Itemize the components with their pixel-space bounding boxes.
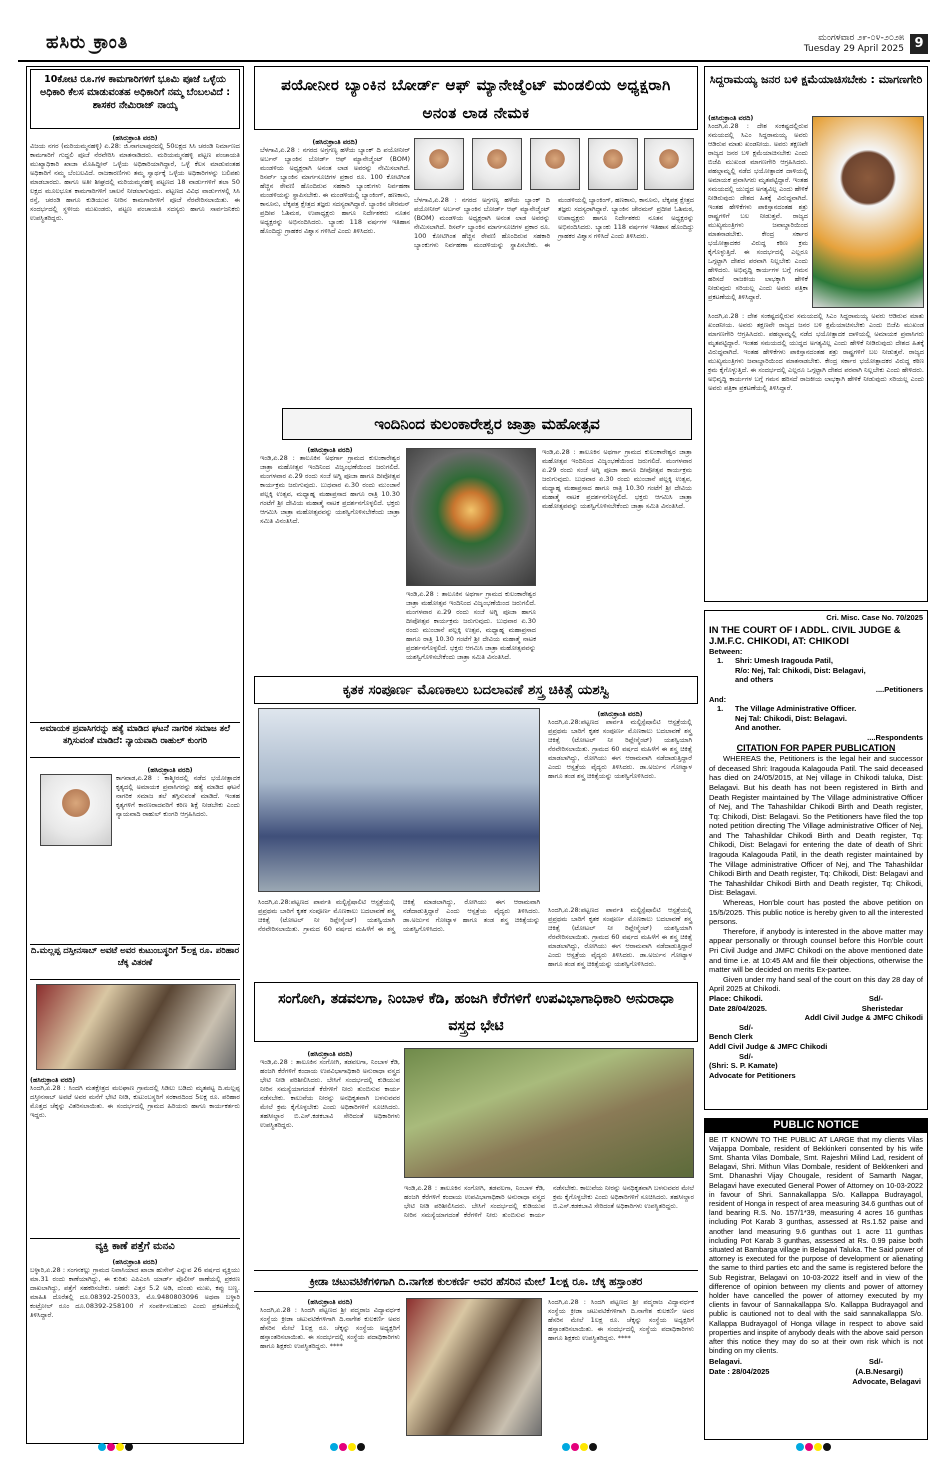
respondent-lines bbox=[735, 704, 856, 733]
lawyer-portrait-photo bbox=[40, 774, 112, 846]
cyan-dot bbox=[330, 1443, 338, 1451]
article-b2-caption: ಇಂಡಿ,ಏ.28 : ತಾಲೂಕಿನ ಅಥರ್ಗಾ ಗ್ರಾಮದ ಕುಲಂಕಾರೇಶ್ವರ ಜಾತ್ರಾ ಮಹೋತ್ಸವ ಇಂದಿನಿಂದ ವಿಜೃಂಭಣೆಯಿಂದ ಜರುಗಲಿದೆ. ಮಂಗಳವಾರ ಏ.29 ರಂದು ಸಂಜೆ ಅಗ್ನಿ ಪೂಜಾ ಹಾಗೂ ದೀಪೋತ್ಸವ ಕಾರ್ಯಕ್ರಮ ಜರುಗುವುದು. ಬುಧವಾರ ಏ.30 ರಂದು ಮುಂಜಾನೆ ಪಲ್ಲಕ್ಕಿ ಉತ್ಸವ, ಮಧ್ಯಾಹ್ನ ಮಹಾಪ್ರಸಾದ ಹಾಗೂ ರಾತ್ರಿ 10.30 ಗಂಟೆಗೆ ಶ್ರೀ ದೇವಿಯ ಮಹಾತ್ಮೆ ನಾಟಕ ಪ್ರದರ್ಶನಗೊಳ್ಳಲಿದೆ. ಭಕ್ತರು ಆಗಮಿಸಿ ಜಾತ್ರಾ ಮಹೋತ್ಸವವನ್ನು ಯಶಸ್ವಿಗೊಳಿಸಬೇಕೆಂದು ಜಾತ್ರಾ ಸಮಿತಿ ವಿನಂತಿಸಿದೆ. bbox=[406, 590, 536, 661]
citation-sd-1: Sd/- bbox=[868, 993, 883, 1003]
issue-date-kannada: ಮಂಗಳವಾರ ೨೯-೦೪-೨೦೨೫ bbox=[818, 33, 904, 43]
article-b1-body-col2: ಬೆಳಗಾವಿ,ಏ.28 : ನಗರದ ಅಗ್ರಗಣ್ಯ ಹಳೆಯ ಬ್ಯಾಂಕ್ ದಿ ಪಯೋನೀರ್ ಅರ್ಬನ್ ಬ್ಯಾಂಕಿನ ಬೋರ್ಡ್ ಆಫ್ ಮ್ಯಾನೇಜ್ಮೆಂಟ್ (BOM) ಮಂಡಳಿಯ ಅಧ್ಯಕ್ಷರಾಗಿ ಅನಂತ ಲಾಡ ಅವರನ್ನು ನೇಮಿಸಲಾಗಿದೆ. ರಿಸರ್ವ್ ಬ್ಯಾಂಕಿನ ಮಾರ್ಗಸೂಚಿಗಳ ಪ್ರಕಾರ ರೂ. 100 ಕೋಟಿಗಿಂತ ಹೆಚ್ಚಿನ ಠೇವಣಿ ಹೊಂದಿರುವ ಸಹಕಾರಿ ಬ್ಯಾಂಕುಗಳು ನಿರ್ವಹಣಾ ಮಂಡಳಿಯನ್ನು ಸ್ಥಾಪಿಸಬೇಕು. ಈ ಮಂಡಳಿಯಲ್ಲಿ ಬ್ಯಾಂಕಿಂಗ್, ಹಣಕಾಸು, ಕಾನೂನು, ಲೆಕ್ಕಪತ್ರ ಕ್ಷೇತ್ರದ ತಜ್ಞರು ಸದಸ್ಯರಾಗಿದ್ದಾರೆ. ಬ್ಯಾಂಕಿನ ಚೇರಮನ್ ಪ್ರದೀಪ ಓಶಿಮಠ, ಉಪಾಧ್ಯಕ್ಷರು ಹಾಗೂ ನಿರ್ದೇಶಕರು ನೂತನ ಅಧ್ಯಕ್ಷರನ್ನು ಅಭಿನಂದಿಸಿದರು. ಬ್ಯಾಂಕು 118 ವರ್ಷಗಳ ಇತಿಹಾಸ ಹೊಂದಿದ್ದು ಗ್ರಾಹಕರ ವಿಶ್ವಾಸ ಗಳಿಸಿದೆ ಎಂದು ತಿಳಿಸಿದರು. bbox=[414, 196, 694, 249]
article-4-headline: ವ್ಯಕ್ತಿ ಕಾಣೆ ಪತ್ತೆಗೆ ಮನವಿ bbox=[30, 1238, 240, 1254]
notice-sign-row-2 bbox=[705, 1367, 927, 1377]
page-number: 9 bbox=[910, 34, 928, 54]
addl-judge-2: Addl Civil Judge & JMFC Chikodi bbox=[709, 1041, 828, 1051]
board-member-photo-5 bbox=[644, 138, 694, 190]
article-2-body: ಕಾಗವಾಡ,ಏ.28 : ಕಾಶ್ಮೀರದಲ್ಲಿ ನಡೆದ ಭಯೋತ್ಪಾದಕ ಕೃತ್ಯದಲ್ಲಿ ಅಮಾಯಕ ಪ್ರವಾಸಿಗರನ್ನು ಹತ್ಯೆ ಮಾಡಿದ ಘಟನೆ ನಾಗರಿಕ ಸಮಾಜ ತಲೆ ತಗ್ಗಿಸುವಂತೆ ಮಾಡಿದೆ. ಇಂತಹ ಕೃತ್ಯಗಳಿಗೆ ಕಾರಣರಾದವರಿಗೆ ಕಠಿಣ ಶಿಕ್ಷೆ ನೀಡಬೇಕು ಎಂದು ನ್ಯಾಯವಾದಿ ರಾಹುಲ್ ಕುಂಗರಿ ಆಗ್ರಹಿಸಿದರು. bbox=[116, 774, 240, 818]
citation-place-row bbox=[709, 994, 923, 1004]
respondent-name: The Village Administrative Officer. bbox=[735, 704, 857, 714]
article-2-headline: ಅಮಾಯಕ ಪ್ರವಾಸಿಗರನ್ನು ಹತ್ಯೆ ಮಾಡಿದ ಘಟನೆ ನಾಗರಿಕ ಸಮಾಜ ತಲೆ ತಗ್ಗಿಸುವಂತೆ ಮಾಡಿದೆ: ನ್ಯಾಯವಾದಿ ರಾಹುಲ್ ಕುಂಗರಿ bbox=[30, 722, 240, 758]
cheque-handover-photo bbox=[406, 1298, 542, 1436]
notice-place: Belagavi. bbox=[709, 1357, 742, 1367]
article-b4-byline: (ಹಸಿರುಕ್ರಾಂತಿ ವರದಿ) bbox=[307, 1050, 353, 1058]
registration-dots-1 bbox=[98, 1443, 134, 1454]
yellow-dot bbox=[580, 1443, 588, 1451]
article-c1-body-col2: ಸಿಂದಗಿ,ಏ.28 : ದೇಶ ಸಂಕಷ್ಟದಲ್ಲಿರುವ ಸಮಯದಲ್ಲಿ ಸಿಎಂ ಸಿದ್ದರಾಮಯ್ಯ ಅವರು ಆಡಿರುವ ಮಾತು ಖಂಡನೀಯ. ಅವರು ತಕ್ಷಣವೇ ರಾಜ್ಯದ ಜನರ ಬಳಿ ಕ್ಷಮೆಯಾಚಿಸಬೇಕು ಎಂದು ಬಿಜೆಪಿ ಮುಖಂಡ ಮಾಗಣಗೇರಿ ಆಗ್ರಹಿಸಿದರು. ಪಹಲ್ಗಾಮ್ನಲ್ಲಿ ನಡೆದ ಭಯೋತ್ಪಾದಕ ದಾಳಿಯಲ್ಲಿ ಅಮಾಯಕ ಪ್ರವಾಸಿಗರು ಮೃತಪಟ್ಟಿದ್ದಾರೆ. ಇಂತಹ ಸಮಯದಲ್ಲಿ ಯುದ್ಧದ ಅಗತ್ಯವಿಲ್ಲ ಎಂದು ಹೇಳಿಕೆ ನೀಡಿರುವುದು ದೇಶದ ಹಿತಕ್ಕೆ ವಿರುದ್ಧವಾಗಿದೆ. ಇಂತಹ ಹೇಳಿಕೆಗಳು ಪಾಕಿಸ್ತಾನದಂತಹ ಶತ್ರು ರಾಷ್ಟ್ರಗಳಿಗೆ ಬಲ ನೀಡುತ್ತವೆ. ರಾಜ್ಯದ ಮುಖ್ಯಮಂತ್ರಿಗಳು ಜವಾಬ್ದಾರಿಯಿಂದ ಮಾತನಾಡಬೇಕು. ಕೇಂದ್ರ ಸರ್ಕಾರ ಭಯೋತ್ಪಾದಕರ ವಿರುದ್ಧ ಕಠಿಣ ಕ್ರಮ ಕೈಗೊಳ್ಳುತ್ತಿದೆ. ಈ ಸಂದರ್ಭದಲ್ಲಿ ಎಲ್ಲರೂ ಒಗ್ಗಟ್ಟಾಗಿ ದೇಶದ ಪರವಾಗಿ ನಿಲ್ಲಬೇಕು ಎಂದು ಹೇಳಿದರು. ಅಭಿವೃದ್ಧಿ ಕಾರ್ಯಗಳ ಬಗ್ಗೆ ಗಮನ ಹರಿಸದೆ ರಾಜಕೀಯ ಲಾಭಕ್ಕಾಗಿ ಹೇಳಿಕೆ ನೀಡುವುದು ಸರಿಯಲ್ಲ ಎಂದು ಅವರು ಪತ್ರಿಕಾ ಪ್ರಕಟಣೆಯಲ್ಲಿ ತಿಳಿಸಿದ್ದಾರೆ. bbox=[708, 312, 924, 392]
public-notice-heading: PUBLIC NOTICE bbox=[705, 1119, 927, 1133]
article-b3-body-col1: ಸಿಂದಗಿ,ಏ.28:ಪಟ್ಟಣದ ಪಾರ್ವತಿ ಮಲ್ಟಿಸ್ಪೆಷಾಲಿಟಿ ಆಸ್ಪತ್ರೆಯಲ್ಲಿ ಪ್ರಪ್ರಥಮ ಬಾರಿಗೆ ಕೃತಕ ಸಂಪೂರ್ಣ ಮೊಣಕಾಲು ಬದಲಾವಣೆ ಶಸ್ತ್ರ ಚಿಕಿತ್ಸೆ (ಟೋಟಲ್ ನೀ ರಿಪ್ಲೇಸ್ಮೆಂಟ್) ಯಶಸ್ವಿಯಾಗಿ ನೆರವೇರಿಸಲಾಯಿತು. ಗ್ರಾಮದ 60 ವರ್ಷದ ಮಹಿಳೆಗೆ ಈ ಶಸ್ತ್ರ ಚಿಕಿತ್ಸೆ ಮಾಡಲಾಗಿದ್ದು, ರೋಗಿಯು ಈಗ ಆರಾಮವಾಗಿ ನಡೆದಾಡುತ್ತಿದ್ದಾರೆ ಎಂದು ಆಸ್ಪತ್ರೆಯ ವೈದ್ಯರು ತಿಳಿಸಿದರು. ಡಾ.ಅರ್ಜುನ ಗೋಟ್ಯಾಳ ಹಾಗೂ ತಂಡ ಶಸ್ತ್ರ ಚಿಕಿತ್ಸೆಯನ್ನು ಯಶಸ್ವಿಗೊಳಿಸಿದರು. bbox=[258, 898, 540, 933]
article-b4-body-col2: ಇಂಡಿ,ಏ.28 : ತಾಲೂಕಿನ ಸಂಗೋಗಿ, ತಡವಲಗಾ, ನಿಂಬಾಳ ಕೆಡಿ, ಹಂಜಗಿ ಕೆರೆಗಳಿಗೆ ಕಂದಾಯ ಉಪವಿಭಾಗಾಧಿಕಾರಿ ಅನುರಾಧಾ ವಸ್ತ್ರದ ಭೇಟಿ ನೀಡಿ ಪರಿಶೀಲಿಸಿದರು. ಬೇಸಿಗೆ ಸಂದರ್ಭದಲ್ಲಿ ಕುಡಿಯುವ ನೀರಿನ ಸಮಸ್ಯೆಯಾಗದಂತೆ ಕೆರೆಗಳಿಗೆ ನೀರು ತುಂಬಿಸುವ ಕಾರ್ಯ ನಡೆಸಬೇಕು. ಕಾಲುವೆಯ ನೀರನ್ನು ಅನಧಿಕೃತವಾಗಿ ಬಳಸುವವರ ಮೇಲೆ ಕ್ರಮ ಕೈಗೊಳ್ಳಬೇಕು ಎಂದು ಅಧಿಕಾರಿಗಳಿಗೆ ಸೂಚಿಸಿದರು. ತಹಸೀಲ್ದಾರ ಬಿ.ಎಸ್.ಕಡಕಬಾವಿ ಸೇರಿದಂತೆ ಅಧಿಕಾರಿಗಳು ಉಪಸ್ಥಿತರಿದ್ದರು. bbox=[404, 1184, 694, 1219]
petitioner-name: Shri: Umesh Iragouda Patil, bbox=[735, 656, 833, 666]
magenta-dot bbox=[571, 1443, 579, 1451]
article-b1-headline: ಪಯೋನೀರ ಬ್ಯಾಂಕಿನ ಬೋರ್ಡ್ ಆಫ್ ಮ್ಯಾನೇಜ್ಮೆಂಟ್ ಮಂಡಲಿಯ ಅಧ್ಯಕ್ಷರಾಗಿ ಅನಂತ ಲಾಡ ನೇಮಕ bbox=[254, 66, 698, 130]
petitioner-address: R/o: Nej, Tal: Chikodi, Dist: Belagavi, bbox=[735, 665, 866, 675]
citation-date-row bbox=[709, 1004, 923, 1014]
doctors-team-photo bbox=[258, 708, 540, 892]
board-member-photo-4 bbox=[588, 138, 638, 190]
and-label: And: bbox=[709, 694, 727, 704]
yellow-dot bbox=[348, 1443, 356, 1451]
lake-inspection-photo bbox=[404, 1048, 694, 1178]
black-dot bbox=[823, 1443, 831, 1451]
black-dot bbox=[357, 1443, 365, 1451]
notice-sign-row-1 bbox=[705, 1357, 927, 1367]
article-4-byline: (ಹಸಿರುಕ್ರಾಂತಿ ವರದಿ) bbox=[112, 1258, 158, 1266]
article-b5-headline: ಕ್ರೀಡಾ ಚಟುವಟಿಕೆಗಳಿಗಾಗಿ ದಿ.ನಾಗೇಶ ಕುಲಕರ್ಣಿ ಅವರ ಹೆಸರಿನ ಮೇಲೆ 1ಲಕ್ಷ ರೂ. ಚೆಕ್ಕ ಹಸ್ತಾಂತರ bbox=[254, 1270, 698, 1292]
magenta-dot bbox=[339, 1443, 347, 1451]
article-2-byline: (ಹಸಿರುಕ್ರಾಂತಿ ವರದಿ) bbox=[147, 766, 193, 774]
article-3-body: ಸಿಂದಗಿ,ಏ.28 : ಸಿಂದಗಿ ಮತಕ್ಷೇತ್ರದ ಮಲಘಾಣ ಗ್ರಾಮದಲ್ಲಿ ಸಿಡಿಲು ಬಡಿದು ಮೃತಪಟ್ಟ ದಿ.ಮಲ್ಲಪ್ಪ ದಸ್ತೀನಸಾಬ್ ಅವಟೆ ಅವರ ಮನೆಗೆ ಭೇಟಿ ನೀಡಿ, ಕುಟುಂಬಸ್ಥರಿಗೆ ಸರಕಾರದಿಂದ 5ಲಕ್ಷ ರೂ. ಪರಿಹಾರ ಮೊತ್ತದ ಚೆಕ್ಕನ್ನು ವಿತರಿಸಲಾಯಿತು. ಈ ಸಂದರ್ಭದಲ್ಲಿ ಗ್ರಾಮದ ಹಿರಿಯರು ಹಾಗೂ ಕಾರ್ಯಕರ್ತರು ಇದ್ದರು. bbox=[30, 1084, 240, 1119]
temple-deity-photo bbox=[406, 448, 536, 586]
petitioner-lines bbox=[735, 656, 866, 685]
yellow-dot bbox=[814, 1443, 822, 1451]
respondent-address: Nej Tal: Chikodi, Dist: Belagavi. bbox=[735, 713, 847, 723]
citation-body-4: Given under my hand seal of the court on this day 28 day of April 2025 at Chikodi. bbox=[709, 974, 923, 994]
cyan-dot bbox=[98, 1443, 106, 1451]
cyan-dot bbox=[562, 1443, 570, 1451]
respondent-index: 1. bbox=[717, 704, 724, 714]
registration-dots-3 bbox=[562, 1443, 598, 1454]
politician-portrait-photo bbox=[812, 116, 924, 308]
notice-sd: Sd/- bbox=[868, 1357, 883, 1367]
yellow-dot bbox=[116, 1443, 124, 1451]
petitioner-index: 1. bbox=[717, 656, 724, 666]
citation-heading: CITATION FOR PAPER PUBLICATION bbox=[736, 742, 896, 753]
article-1-headline: 10ಕೋಟಿ ರೂ.ಗಳ ಕಾಮಗಾರಿಗಳಿಗೆ ಭೂಮಿ ಪೂಜೆ ಒಳ್ಳೆಯ ಅಧಿಕಾರಿ ಕೆಲಸ ಮಾಡುವಂತಹ ಅಧಿಕಾರಿಗೆ ನಮ್ಮ ಬೆಂಬಲವಿದೆ : ಶಾಸಕರ ನೇಮಿರಾಜ್ ನಾಯ್ಕ bbox=[30, 69, 240, 129]
respondent-block bbox=[709, 704, 923, 733]
citation-body-3: Therefore, if anybody is interested in the above matter may appear personally or through counsel before this Hon'ble court Pri Civil Judge and JMFC Chikodi on the above mentioned date and time i.e. at 10:45 AM and file their objections, otherwise the matter will be decided on merits Ex-partee. bbox=[709, 926, 923, 975]
article-c1-byline: (ಹಸಿರುಕ್ರಾಂತಿ ವರದಿ) bbox=[708, 114, 754, 122]
public-notice-body: BE IT KNOWN TO THE PUBLIC AT LARGE that my clients Vilas Vaijappa Dombale, resident of Bekkinkeri consented by his wife Smt. Shanta Vilas Dombale, Smt. Rajeshri Milind Lad, resident of Belagavi, Shri. Mithun Vilas Dombale, resident of Bekkenkeri and Smt. Dhanashri Vijay Chougale, resident of Samarth Nagar, Belagavi have executed General Power of Attorney on 10-03-2022 in favour of Shri. Sannakallappa S/o. Kallappa Budrayagol, resident of Honga in respect of area measuring 34.6 gunthas out of land bearing R.S. No. 157/1*39, measuring 4 acres 16 gunthas including Pot Karab 3 gunthas, assessed at Rs.1.52 paise and another land measuring 9.6 gunthas out 1 acre 11 gunthas including Pot Karab 3 gunthas, assessed at Rs. 0.99 paise both situated at Bambarga village in Belagavi Taluka. The Said power of attorney is executed for the purpose of development or alienating the same to third parties etc and the same is registered before the Sub Registrar, Belagavi on 10-03-2022 itself and in view of the difference of opinion between my clients and power of attorney holder have cancelled the power of attorney executed by my clients in favour of Sannakallappa S/o. Kallappa Budrayagol and public is cautioned not to deal with the said sannakallappa S/o. Kallappa Budrayagol of Honga village in respect to above said properties and inspite of anybody deals with the above said person after this notice they may do so at their own risk which is not binding on my clients. bbox=[709, 1134, 923, 1356]
petitioner-block bbox=[709, 656, 923, 685]
citation-body-1: WHEREAS the, Petitioners is the legal heir and successor of deceased Shri: Iragouda Kalagouda Patil. The said deceased has died on 24/05/2015, at Nej village in Chikodi taluka, Dist: Belagavi. But his death has not been registered in Birth and Death Register maintained by The Village administrative Officer of Nej, and The Tahashildar Chikodi Birth and Death register, Tq: Chikodi, Dist: Belagavi. So the Petitioners have filed the top noted petition directing The Village administrative Officer of Nej, and The Tahashildar Chikodi Birth and Death register, Tq: Chikodi, Dist: Belagavi for entering the date of death of Shri: Iragouda Kalagouda Patil, in the death register maintained by The Village administrative Officer of Nej, and The Tahashildar Chikodi Birth and Death register, Tq: Chikodi, Dist: Belagavi and The Tahashildar Chikodi Birth and Death register, Tq: Chikodi, Dist: Belagavi. bbox=[709, 754, 923, 898]
issue-date-english: Tuesday 29 April 2025 bbox=[803, 44, 904, 54]
article-3-headline: ದಿ.ಮಲ್ಲಪ್ಪ ದಸ್ತೀನಸಾಬ್ ಅವಟೆ ಅವರ ಕುಟುಂಬಸ್ಥರಿಗೆ 5ಲಕ್ಷ ರೂ. ಪರಿಹಾರ ಚೆಕ್ಕ ವಿತರಣೆ bbox=[30, 944, 240, 980]
case-number: Cri. Misc. Case No. 70/2025 bbox=[826, 613, 923, 622]
article-b3-byline: (ಹಸಿರುಕ್ರಾಂತಿ ವರದಿ) bbox=[597, 710, 643, 718]
article-b3-body-col4: ಸಿಂದಗಿ,ಏ.28:ಪಟ್ಟಣದ ಪಾರ್ವತಿ ಮಲ್ಟಿಸ್ಪೆಷಾಲಿಟಿ ಆಸ್ಪತ್ರೆಯಲ್ಲಿ ಪ್ರಪ್ರಥಮ ಬಾರಿಗೆ ಕೃತಕ ಸಂಪೂರ್ಣ ಮೊಣಕಾಲು ಬದಲಾವಣೆ ಶಸ್ತ್ರ ಚಿಕಿತ್ಸೆ (ಟೋಟಲ್ ನೀ ರಿಪ್ಲೇಸ್ಮೆಂಟ್) ಯಶಸ್ವಿಯಾಗಿ ನೆರವೇರಿಸಲಾಯಿತು. ಗ್ರಾಮದ 60 ವರ್ಷದ ಮಹಿಳೆಗೆ ಈ ಶಸ್ತ್ರ ಚಿಕಿತ್ಸೆ ಮಾಡಲಾಗಿದ್ದು, ರೋಗಿಯು ಈಗ ಆರಾಮವಾಗಿ ನಡೆದಾಡುತ್ತಿದ್ದಾರೆ ಎಂದು ಆಸ್ಪತ್ರೆಯ ವೈದ್ಯರು ತಿಳಿಸಿದರು. ಡಾ.ಅರ್ಜುನ ಗೋಟ್ಯಾಳ ಹಾಗೂ ತಂಡ ಶಸ್ತ್ರ ಚಿಕಿತ್ಸೆಯನ್ನು ಯಶಸ್ವಿಗೊಳಿಸಿದರು. bbox=[548, 906, 692, 968]
newspaper-title: ಹಸಿರು ಕ್ರಾಂತಿ bbox=[46, 32, 129, 53]
article-4-body: ಬಳ್ಳಾರಿ,ಏ.28 : ಸಂಗನಕಲ್ಲು ಗ್ರಾಮದ ನಿವಾಸಿಯಾದ ಖಾಜಾ ಹುಸೇನ್ ಎನ್ನುವ 26 ವರ್ಷದ ವ್ಯಕ್ತಿಯು ಮಾ.31 ರಂದು ಕಾಣೆಯಾಗಿದ್ದು, ಈ ಕುರಿತು ಎಪಿಎಂಸಿ ಯಾರ್ಡ್ ಪೊಲೀಸ್ ಠಾಣೆಯಲ್ಲಿ ಪ್ರಕರಣ ದಾಖಲಾಗಿದ್ದು, ಪತ್ತೆಗೆ ಸಹಕರಿಸಬೇಕು. ಚಹರೆ: ಎತ್ತರ 5.2 ಅಡಿ, ದುಂಡು ಮುಖ, ಕಪ್ಪು ಬಣ್ಣ. ಮಾಹಿತಿ ದೊರೆತಲ್ಲಿ ದೂ.08392-250033, ಮೊ.9480803096 ಅಥವಾ ಬಳ್ಳಾರಿ ಕಂಟ್ರೋಲ್ ರೂಂ ದೂ.08392-258100 ಗೆ ಸಂಪರ್ಕಿಸಬಹುದು ಎಂದು ಪ್ರಕಟಣೆಯಲ್ಲಿ ತಿಳಿಸಿದ್ದಾರೆ. bbox=[30, 1266, 240, 1319]
article-1-body: ವಿಜಯ ನಗರ (ಮರಿಯಮ್ಮನಹಳ್ಳಿ) ಏ.28: ಜಿ.ನಾಗಲಾಪುರದಲ್ಲಿ 50ಲಕ್ಷದ ಸಿಸಿ ಚರಂಡಿ ನಿರ್ಮಾಣದ ಕಾಮಗಾರಿಗೆ ಗುದ್ದಲಿ ಪೂಜೆ ನೆರವೇರಿಸಿ ಮಾತನಾಡಿದರು. ಮರಿಯಮ್ಮನಹಳ್ಳಿ ಪಟ್ಟಣ ಪಂಚಾಯತಿ ಮುಖ್ಯಾಧಿಕಾರಿ ಖಾಜಾ ಮೊಹಿದ್ದೀನ್ ಒಳ್ಳೆಯ ಅಧಿಕಾರಿಯಾಗಿದ್ದಾರೆ, ಒಳ್ಳೆ ಕೆಲಸ ಮಾಡುವಂತಹ ಅಧಿಕಾರಿಗೆ ನಮ್ಮ ಬೆಂಬಲವಿದೆ. ರಾಜಕಾರಣಿಗಳು ತಮ್ಮ ಸ್ವಾರ್ಥಕ್ಕೆ ಒಳ್ಳೆಯ ಅಧಿಕಾರಿಗಳನ್ನು ಬಲಿಪಶು ಮಾಡಬಾರದು. ಹಾಗೂ ಅತೀ ಶೀಘ್ರದಲ್ಲಿ ಮರಿಯಮ್ಮನಹಳ್ಳಿ ಪಟ್ಟಣದ 18 ವಾರ್ಡುಗಳಿಗೆ ತಲಾ 50 ಲಕ್ಷದ ಮೂಲಭೂತ ಕಾಮಗಾರಿಗಳಿಗೆ ಚಾಲನೆ ನೀಡಲಾಗುವುದು. ಪಟ್ಟಣದ ವಿವಿಧ ವಾರ್ಡುಗಳಲ್ಲಿ ಸಿಸಿ ರಸ್ತೆ, ಚರಂಡಿ ಹಾಗೂ ಕುಡಿಯುವ ನೀರಿನ ಕಾಮಗಾರಿಗಳಿಗೆ ಪೂಜೆ ನೆರವೇರಿಸಲಾಯಿತು. ಈ ಸಂದರ್ಭದಲ್ಲಿ ಸ್ಥಳೀಯ ಮುಖಂಡರು, ಪಟ್ಟಣ ಪಂಚಾಯತಿ ಸದಸ್ಯರು ಹಾಗೂ ಸಾರ್ವಜನಿಕರು ಉಪಸ್ಥಿತರಿದ್ದರು. bbox=[30, 142, 240, 222]
article-b2-byline: (ಹಸಿರುಕ್ರಾಂತಿ ವರದಿ) bbox=[307, 446, 353, 454]
notice-advocate-name: (A.B.Nesargi) bbox=[855, 1367, 903, 1377]
between-label: Between: bbox=[709, 646, 743, 656]
magenta-dot bbox=[805, 1443, 813, 1451]
cheque-distribution-photo bbox=[36, 984, 236, 1070]
magenta-dot bbox=[107, 1443, 115, 1451]
petitioners-label: ....Petitioners bbox=[875, 684, 923, 694]
masthead bbox=[18, 30, 930, 62]
advocate-role: Advocate for Petitioners bbox=[709, 1070, 796, 1080]
respondents-label: ....Respondents bbox=[867, 732, 923, 742]
article-b5-byline: (ಹಸಿರುಕ್ರಾಂತಿ ವರದಿ) bbox=[307, 1298, 353, 1306]
article-b5-body-col1: ಸಿಂದಗಿ,ಏ.28 : ಸಿಂದಗಿ ಪಟ್ಟಣದ ಶ್ರೀ ಪದ್ಮರಾಜ ವಿದ್ಯಾವರ್ಧಕ ಸಂಸ್ಥೆಯ ಕ್ರೀಡಾ ಚಟುವಟಿಕೆಗಳಿಗಾಗಿ ದಿ.ನಾಗೇಶ ಕುಲಕರ್ಣಿ ಅವರ ಹೆಸರಿನ ಮೇಲೆ 1ಲಕ್ಷ ರೂ. ಚೆಕ್ಕನ್ನು ಸಂಸ್ಥೆಯ ಅಧ್ಯಕ್ಷರಿಗೆ ಹಸ್ತಾಂತರಿಸಲಾಯಿತು. ಈ ಸಂದರ್ಭದಲ್ಲಿ ಸಂಸ್ಥೆಯ ಪದಾಧಿಕಾರಿಗಳು ಹಾಗೂ ಶಿಕ್ಷಕರು ಉಪಸ್ಥಿತರಿದ್ದರು. **** bbox=[260, 1306, 400, 1350]
article-b1-byline: (ಹಸಿರುಕ್ರಾಂತಿ ವರದಿ) bbox=[312, 138, 358, 146]
board-member-photo-2 bbox=[472, 138, 522, 190]
registration-dots-2 bbox=[330, 1443, 366, 1454]
article-b2-body-col1: ಇಂಡಿ,ಏ.28 : ತಾಲೂಕಿನ ಅಥರ್ಗಾ ಗ್ರಾಮದ ಕುಲಂಕಾರೇಶ್ವರ ಜಾತ್ರಾ ಮಹೋತ್ಸವ ಇಂದಿನಿಂದ ವಿಜೃಂಭಣೆಯಿಂದ ಜರುಗಲಿದೆ. ಮಂಗಳವಾರ ಏ.29 ರಂದು ಸಂಜೆ ಅಗ್ನಿ ಪೂಜಾ ಹಾಗೂ ದೀಪೋತ್ಸವ ಕಾರ್ಯಕ್ರಮ ಜರುಗುವುದು. ಬುಧವಾರ ಏ.30 ರಂದು ಮುಂಜಾನೆ ಪಲ್ಲಕ್ಕಿ ಉತ್ಸವ, ಮಧ್ಯಾಹ್ನ ಮಹಾಪ್ರಸಾದ ಹಾಗೂ ರಾತ್ರಿ 10.30 ಗಂಟೆಗೆ ಶ್ರೀ ದೇವಿಯ ಮಹಾತ್ಮೆ ನಾಟಕ ಪ್ರದರ್ಶನಗೊಳ್ಳಲಿದೆ. ಭಕ್ತರು ಆಗಮಿಸಿ ಜಾತ್ರಾ ಮಹೋತ್ಸವವನ್ನು ಯಶಸ್ವಿಗೊಳಿಸಬೇಕೆಂದು ಜಾತ್ರಾ ಸಮಿತಿ ವಿನಂತಿಸಿದೆ. bbox=[260, 454, 400, 525]
article-b5-body-col2: ಸಿಂದಗಿ,ಏ.28 : ಸಿಂದಗಿ ಪಟ್ಟಣದ ಶ್ರೀ ಪದ್ಮರಾಜ ವಿದ್ಯಾವರ್ಧಕ ಸಂಸ್ಥೆಯ ಕ್ರೀಡಾ ಚಟುವಟಿಕೆಗಳಿಗಾಗಿ ದಿ.ನಾಗೇಶ ಕುಲಕರ್ಣಿ ಅವರ ಹೆಸರಿನ ಮೇಲೆ 1ಲಕ್ಷ ರೂ. ಚೆಕ್ಕನ್ನು ಸಂಸ್ಥೆಯ ಅಧ್ಯಕ್ಷರಿಗೆ ಹಸ್ತಾಂತರಿಸಲಾಯಿತು. ಈ ಸಂದರ್ಭದಲ್ಲಿ ಸಂಸ್ಥೆಯ ಪದಾಧಿಕಾರಿಗಳು ಹಾಗೂ ಶಿಕ್ಷಕರು ಉಪಸ್ಥಿತರಿದ್ದರು. **** bbox=[548, 1298, 694, 1342]
article-1-byline: (ಹಸಿರುಕ್ರಾಂತಿ ವರದಿ) bbox=[112, 134, 158, 142]
article-b2-body-col2: ಇಂಡಿ,ಏ.28 : ತಾಲೂಕಿನ ಅಥರ್ಗಾ ಗ್ರಾಮದ ಕುಲಂಕಾರೇಶ್ವರ ಜಾತ್ರಾ ಮಹೋತ್ಸವ ಇಂದಿನಿಂದ ವಿಜೃಂಭಣೆಯಿಂದ ಜರುಗಲಿದೆ. ಮಂಗಳವಾರ ಏ.29 ರಂದು ಸಂಜೆ ಅಗ್ನಿ ಪೂಜಾ ಹಾಗೂ ದೀಪೋತ್ಸವ ಕಾರ್ಯಕ್ರಮ ಜರುಗುವುದು. ಬುಧವಾರ ಏ.30 ರಂದು ಮುಂಜಾನೆ ಪಲ್ಲಕ್ಕಿ ಉತ್ಸವ, ಮಧ್ಯಾಹ್ನ ಮಹಾಪ್ರಸಾದ ಹಾಗೂ ರಾತ್ರಿ 10.30 ಗಂಟೆಗೆ ಶ್ರೀ ದೇವಿಯ ಮಹಾತ್ಮೆ ನಾಟಕ ಪ್ರದರ್ಶನಗೊಳ್ಳಲಿದೆ. ಭಕ್ತರು ಆಗಮಿಸಿ ಜಾತ್ರಾ ಮಹೋತ್ಸವವನ್ನು ಯಶಸ್ವಿಗೊಳಿಸಬೇಕೆಂದು ಜಾತ್ರಾ ಸಮಿತಿ ವಿನಂತಿಸಿದೆ. bbox=[542, 448, 692, 510]
cyan-dot bbox=[796, 1443, 804, 1451]
article-b3-headline: ಕೃತಕ ಸಂಪೂರ್ಣ ಮೊಣಕಾಲು ಬದಲಾವಣೆ ಶಸ್ತ್ರ ಚಿಕಿತ್ಸೆ ಯಶಸ್ವಿ bbox=[254, 676, 698, 704]
article-3-byline: (ಹಸಿರುಕ್ರಾಂತಿ ವರದಿ) bbox=[30, 1076, 76, 1084]
addl-judge-1: Addl Civil Judge & JMFC Chikodi bbox=[804, 1013, 923, 1023]
petitioner-others: and others bbox=[735, 675, 774, 685]
board-member-photo-3 bbox=[530, 138, 580, 190]
article-b4-headline: ಸಂಗೋಗಿ, ತಡವಲಗಾ, ನಿಂಬಾಳ ಕೆಡಿ, ಹಂಜಗಿ ಕೆರೆಗಳಿಗೆ ಉಪವಿಭಾಗಾಧಿಕಾರಿ ಅನುರಾಧಾ ವಸ್ತ್ರದ ಭೇಟಿ bbox=[254, 982, 698, 1042]
court-citation-notice bbox=[704, 610, 928, 1110]
article-c1-headline: ಸಿದ್ದರಾಮಯ್ಯ ಜನರ ಬಳಿ ಕ್ಷಮೆಯಾಚಿಸಬೇಕು : ಮಾಗಣಗೇರಿ bbox=[709, 73, 923, 86]
board-member-photo-1 bbox=[414, 138, 464, 190]
sheristedar-label: Sheristedar bbox=[861, 1003, 903, 1013]
article-b2-headline: ಇಂದಿನಿಂದ ಕುಲಂಕಾರೇಶ್ವರ ಜಾತ್ರಾ ಮಹೋತ್ಸವ bbox=[282, 408, 692, 440]
citation-sd-3: Sd/- bbox=[739, 1051, 754, 1061]
citation-place: Place: Chikodi. bbox=[709, 993, 763, 1003]
respondent-others: And another. bbox=[735, 723, 781, 733]
registration-dots-4 bbox=[796, 1443, 832, 1454]
public-notice bbox=[704, 1118, 928, 1440]
black-dot bbox=[125, 1443, 133, 1451]
article-c1-body-col1: ಸಿಂದಗಿ,ಏ.28 : ದೇಶ ಸಂಕಷ್ಟದಲ್ಲಿರುವ ಸಮಯದಲ್ಲಿ ಸಿಎಂ ಸಿದ್ದರಾಮಯ್ಯ ಅವರು ಆಡಿರುವ ಮಾತು ಖಂಡನೀಯ. ಅವರು ತಕ್ಷಣವೇ ರಾಜ್ಯದ ಜನರ ಬಳಿ ಕ್ಷಮೆಯಾಚಿಸಬೇಕು ಎಂದು ಬಿಜೆಪಿ ಮುಖಂಡ ಮಾಗಣಗೇರಿ ಆಗ್ರಹಿಸಿದರು. ಪಹಲ್ಗಾಮ್ನಲ್ಲಿ ನಡೆದ ಭಯೋತ್ಪಾದಕ ದಾಳಿಯಲ್ಲಿ ಅಮಾಯಕ ಪ್ರವಾಸಿಗರು ಮೃತಪಟ್ಟಿದ್ದಾರೆ. ಇಂತಹ ಸಮಯದಲ್ಲಿ ಯುದ್ಧದ ಅಗತ್ಯವಿಲ್ಲ ಎಂದು ಹೇಳಿಕೆ ನೀಡಿರುವುದು ದೇಶದ ಹಿತಕ್ಕೆ ವಿರುದ್ಧವಾಗಿದೆ. ಇಂತಹ ಹೇಳಿಕೆಗಳು ಪಾಕಿಸ್ತಾನದಂತಹ ಶತ್ರು ರಾಷ್ಟ್ರಗಳಿಗೆ ಬಲ ನೀಡುತ್ತವೆ. ರಾಜ್ಯದ ಮುಖ್ಯಮಂತ್ರಿಗಳು ಜವಾಬ್ದಾರಿಯಿಂದ ಮಾತನಾಡಬೇಕು. ಕೇಂದ್ರ ಸರ್ಕಾರ ಭಯೋತ್ಪಾದಕರ ವಿರುದ್ಧ ಕಠಿಣ ಕ್ರಮ ಕೈಗೊಳ್ಳುತ್ತಿದೆ. ಈ ಸಂದರ್ಭದಲ್ಲಿ ಎಲ್ಲರೂ ಒಗ್ಗಟ್ಟಾಗಿ ದೇಶದ ಪರವಾಗಿ ನಿಲ್ಲಬೇಕು ಎಂದು ಹೇಳಿದರು. ಅಭಿವೃದ್ಧಿ ಕಾರ್ಯಗಳ ಬಗ್ಗೆ ಗಮನ ಹರಿಸದೆ ರಾಜಕೀಯ ಲಾಭಕ್ಕಾಗಿ ಹೇಳಿಕೆ ನೀಡುವುದು ಸರಿಯಲ್ಲ ಎಂದು ಅವರು ಪತ್ರಿಕಾ ಪ್ರಕಟಣೆಯಲ್ಲಿ ತಿಳಿಸಿದ್ದಾರೆ. bbox=[708, 122, 808, 301]
citation-date: Date 28/04/2025. bbox=[709, 1003, 767, 1013]
notice-advocate-role: Advocate, Belagavi bbox=[852, 1376, 921, 1386]
advocate-name: (Shri: S. P. Kamate) bbox=[709, 1061, 778, 1071]
board-members-photos bbox=[414, 138, 694, 192]
black-dot bbox=[589, 1443, 597, 1451]
article-b3-body-col3: ಸಿಂದಗಿ,ಏ.28:ಪಟ್ಟಣದ ಪಾರ್ವತಿ ಮಲ್ಟಿಸ್ಪೆಷಾಲಿಟಿ ಆಸ್ಪತ್ರೆಯಲ್ಲಿ ಪ್ರಪ್ರಥಮ ಬಾರಿಗೆ ಕೃತಕ ಸಂಪೂರ್ಣ ಮೊಣಕಾಲು ಬದಲಾವಣೆ ಶಸ್ತ್ರ ಚಿಕಿತ್ಸೆ (ಟೋಟಲ್ ನೀ ರಿಪ್ಲೇಸ್ಮೆಂಟ್) ಯಶಸ್ವಿಯಾಗಿ ನೆರವೇರಿಸಲಾಯಿತು. ಗ್ರಾಮದ 60 ವರ್ಷದ ಮಹಿಳೆಗೆ ಈ ಶಸ್ತ್ರ ಚಿಕಿತ್ಸೆ ಮಾಡಲಾಗಿದ್ದು, ರೋಗಿಯು ಈಗ ಆರಾಮವಾಗಿ ನಡೆದಾಡುತ್ತಿದ್ದಾರೆ ಎಂದು ಆಸ್ಪತ್ರೆಯ ವೈದ್ಯರು ತಿಳಿಸಿದರು. ಡಾ.ಅರ್ಜುನ ಗೋಟ್ಯಾಳ ಹಾಗೂ ತಂಡ ಶಸ್ತ್ರ ಚಿಕಿತ್ಸೆಯನ್ನು ಯಶಸ್ವಿಗೊಳಿಸಿದರು. bbox=[548, 718, 692, 780]
citation-sd-2: Sd/- bbox=[739, 1022, 754, 1032]
citation-body-2: Whereas, Hon'ble court has posted the above petition on 15/5/2025. This public notice is hereby given to all the interested persons. bbox=[709, 898, 923, 927]
notice-date: Date : 28/04/2025 bbox=[709, 1367, 770, 1377]
article-b1-body-col1: ಬೆಳಗಾವಿ,ಏ.28 : ನಗರದ ಅಗ್ರಗಣ್ಯ ಹಳೆಯ ಬ್ಯಾಂಕ್ ದಿ ಪಯೋನೀರ್ ಅರ್ಬನ್ ಬ್ಯಾಂಕಿನ ಬೋರ್ಡ್ ಆಫ್ ಮ್ಯಾನೇಜ್ಮೆಂಟ್ (BOM) ಮಂಡಳಿಯ ಅಧ್ಯಕ್ಷರಾಗಿ ಅನಂತ ಲಾಡ ಅವರನ್ನು ನೇಮಿಸಲಾಗಿದೆ. ರಿಸರ್ವ್ ಬ್ಯಾಂಕಿನ ಮಾರ್ಗಸೂಚಿಗಳ ಪ್ರಕಾರ ರೂ. 100 ಕೋಟಿಗಿಂತ ಹೆಚ್ಚಿನ ಠೇವಣಿ ಹೊಂದಿರುವ ಸಹಕಾರಿ ಬ್ಯಾಂಕುಗಳು ನಿರ್ವಹಣಾ ಮಂಡಳಿಯನ್ನು ಸ್ಥಾಪಿಸಬೇಕು. ಈ ಮಂಡಳಿಯಲ್ಲಿ ಬ್ಯಾಂಕಿಂಗ್, ಹಣಕಾಸು, ಕಾನೂನು, ಲೆಕ್ಕಪತ್ರ ಕ್ಷೇತ್ರದ ತಜ್ಞರು ಸದಸ್ಯರಾಗಿದ್ದಾರೆ. ಬ್ಯಾಂಕಿನ ಚೇರಮನ್ ಪ್ರದೀಪ ಓಶಿಮಠ, ಉಪಾಧ್ಯಕ್ಷರು ಹಾಗೂ ನಿರ್ದೇಶಕರು ನೂತನ ಅಧ್ಯಕ್ಷರನ್ನು ಅಭಿನಂದಿಸಿದರು. ಬ್ಯಾಂಕು 118 ವರ್ಷಗಳ ಇತಿಹಾಸ ಹೊಂದಿದ್ದು ಗ್ರಾಹಕರ ವಿಶ್ವಾಸ ಗಳಿಸಿದೆ ಎಂದು ತಿಳಿಸಿದರು. bbox=[260, 146, 410, 235]
article-b4-body-col1: ಇಂಡಿ,ಏ.28 : ತಾಲೂಕಿನ ಸಂಗೋಗಿ, ತಡವಲಗಾ, ನಿಂಬಾಳ ಕೆಡಿ, ಹಂಜಗಿ ಕೆರೆಗಳಿಗೆ ಕಂದಾಯ ಉಪವಿಭಾಗಾಧಿಕಾರಿ ಅನುರಾಧಾ ವಸ್ತ್ರದ ಭೇಟಿ ನೀಡಿ ಪರಿಶೀಲಿಸಿದರು. ಬೇಸಿಗೆ ಸಂದರ್ಭದಲ್ಲಿ ಕುಡಿಯುವ ನೀರಿನ ಸಮಸ್ಯೆಯಾಗದಂತೆ ಕೆರೆಗಳಿಗೆ ನೀರು ತುಂಬಿಸುವ ಕಾರ್ಯ ನಡೆಸಬೇಕು. ಕಾಲುವೆಯ ನೀರನ್ನು ಅನಧಿಕೃತವಾಗಿ ಬಳಸುವವರ ಮೇಲೆ ಕ್ರಮ ಕೈಗೊಳ್ಳಬೇಕು ಎಂದು ಅಧಿಕಾರಿಗಳಿಗೆ ಸೂಚಿಸಿದರು. ತಹಸೀಲ್ದಾರ ಬಿ.ಎಸ್.ಕಡಕಬಾವಿ ಸೇರಿದಂತೆ ಅಧಿಕಾರಿಗಳು ಉಪಸ್ಥಿತರಿದ್ದರು. bbox=[260, 1058, 400, 1129]
court-name: IN THE COURT OF I ADDL. CIVIL JUDGE & J.M.F.C. CHIKODI, AT: CHIKODI bbox=[709, 624, 901, 647]
bench-clerk-label: Bench Clerk bbox=[709, 1032, 753, 1042]
issue-date bbox=[804, 33, 904, 55]
